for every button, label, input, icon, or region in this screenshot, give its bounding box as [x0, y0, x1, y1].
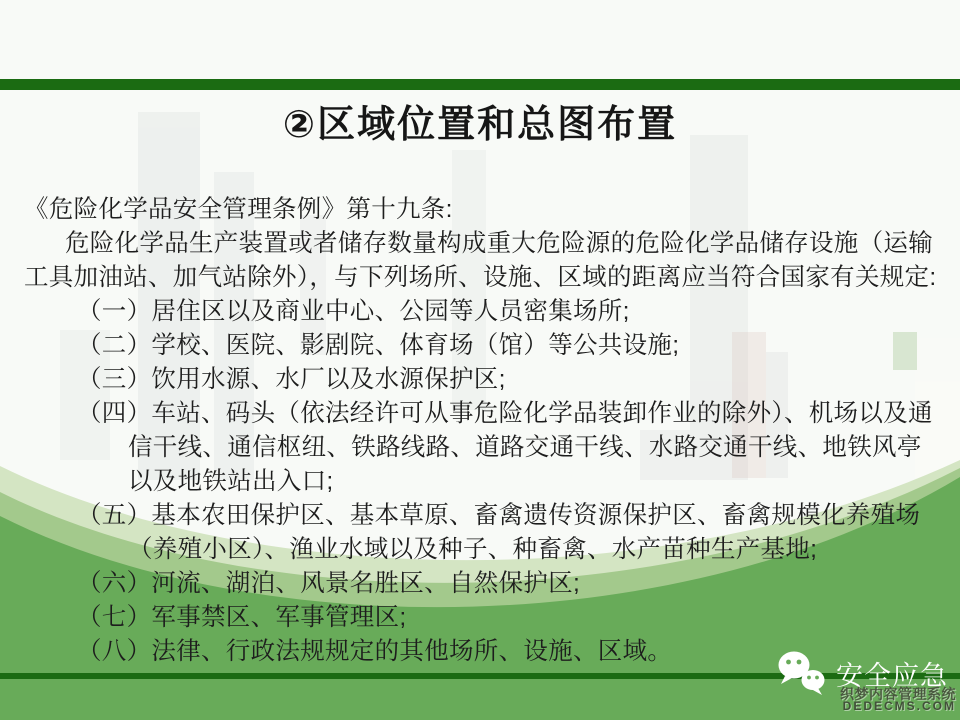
slide-title: ②区域位置和总图布置 — [282, 104, 678, 146]
list-item-4-cont: 信干线、通信枢纽、铁路线路、道路交通干线、水路交通干线、地铁风亭 — [128, 434, 922, 461]
body-line: 危险化学品生产装置或者储存数量构成重大危险源的危险化学品储存设施（运输 — [65, 230, 933, 257]
list-item-1: （一）居住区以及商业中心、公园等人员密集场所; — [77, 298, 630, 325]
list-item-4-cont: 以及地铁站出入口; — [128, 468, 334, 495]
slide-body — [24, 193, 954, 669]
top-divider-bar — [0, 79, 960, 90]
list-item-5: （五）基本农田保护区、基本草原、畜禽遗传资源保护区、畜禽规模化养殖场 — [77, 502, 921, 529]
list-item-7: （七）军事禁区、军事管理区; — [77, 604, 407, 631]
list-item-8: （八）法律、行政法规规定的其他场所、设施、区域。 — [77, 638, 673, 665]
regulation-heading: 《危险化学品安全管理条例》第十九条: — [24, 196, 453, 223]
wechat-bubbles-icon — [776, 648, 828, 698]
list-item-4: （四）车站、码头（依法经许可从事危险化学品装卸作业的除外）、机场以及通 — [77, 400, 933, 427]
list-item-6: （六）河流、湖泊、风景名胜区、自然保护区; — [77, 570, 581, 597]
body-line: 工具加油站、加气站除外），与下列场所、设施、区域的距离应当符合国家有关规定: — [24, 264, 937, 291]
watermark-cms-name: 织梦内容管理系统 — [840, 686, 956, 702]
watermark-cms-domain: DEDECMS.COM — [842, 699, 956, 713]
list-item-3: （三）饮用水源、水厂以及水源保护区; — [77, 366, 506, 393]
list-item-5-cont: （养殖小区）、渔业水域以及种子、种畜禽、水产苗种生产基地; — [128, 536, 818, 563]
list-item-2: （二）学校、医院、影剧院、体育场（馆）等公共设施; — [77, 332, 680, 359]
brand-label: 安全应急 — [836, 661, 948, 691]
